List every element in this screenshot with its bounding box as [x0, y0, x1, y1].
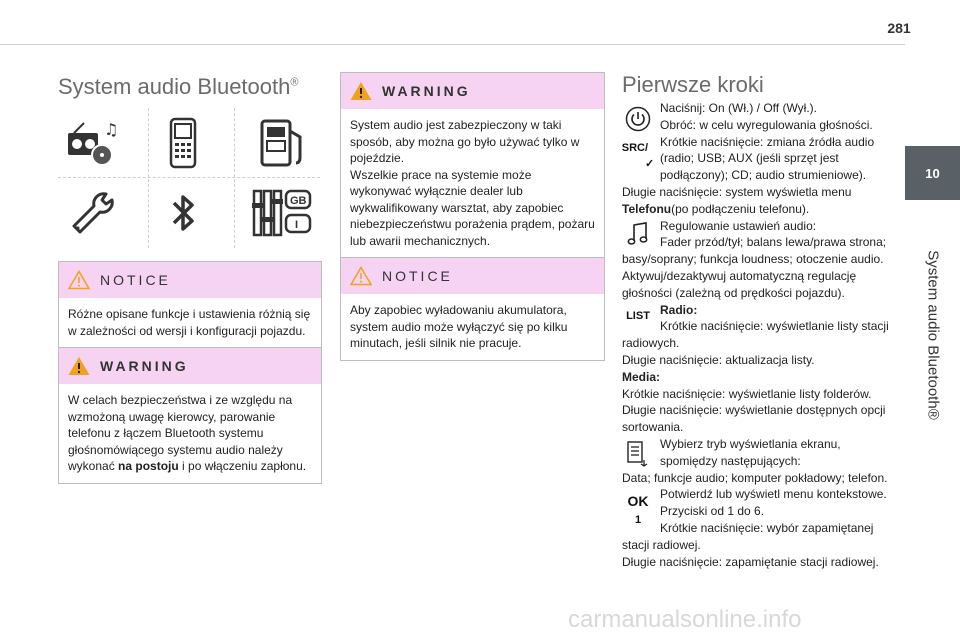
list-item: Wybierz tryb wyświetlania ekranu, spomiędzy następujących: [622, 436, 890, 470]
svg-text:I: I [295, 219, 299, 231]
chapter-tab[interactable]: 10 [905, 146, 960, 200]
src-button-icon[interactable]: SRC /✓ [621, 141, 655, 171]
warning-text: W celach bezpieczeństwa i ze względu na wzmożoną uwagę kierowcy, parowanie telefonu z łączem Bluetooth systemu głośnomówiącego systemu audio należy wykonać na postoju i po włączeniu zapłonu. [68, 393, 307, 473]
list-item: Naciśnij: On (Wł.) / Off (Wył.). Obróć: w celu wyregulowania głośności. [622, 100, 890, 134]
warning-triangle-icon [350, 81, 372, 101]
preset-button-icon[interactable]: 1 [634, 514, 642, 527]
section-title: System audio Bluetooth® [58, 74, 299, 99]
fuel-pump-icon[interactable] [248, 108, 318, 178]
warning-triangle-icon [68, 356, 90, 376]
warning-text: System audio jest zabezpieczony w taki sposób, aby można go było używać tylko w pojeździe. Wszelkie prace na systemie może wykonywać wyłącznie dealer lub wykwalifikowany warsztat, aby zapobiec niebezpieczeństwu porażenia prądem, pożaru lub awarii mechanicznych. [350, 118, 595, 248]
svg-text:GB: GB [290, 195, 307, 207]
notice-label: NOTICE [382, 268, 453, 284]
first-steps-list: Naciśnij: On (Wł.) / Off (Wył.). Obróć: w celu wyregulowania głośności. SRC /✓ Krótkie naciśnięcie: zmiana źródła audio (radio; USB; AUX (jeśli sprzęt jest podłączony); CD; audio strumieniowe). Długie naciśnięcie: system wyświetla menu Telefonu(po podłączeniu telefonu). Regulowanie ustawień audio: Fader przód/tył; balans lewa/prawa strona; basy/soprany; funkcja loudness; otoczenie audio. Aktywuj/dezaktywuj automatyczną regulację głośności (zależną od prędkości pojazdu). LIST Radio: Krótkie naciśnięcie: wyświetlanie listy stacji radiowych. Długie naciśnięcie: aktualizacja listy. Media: Krótkie naciśnięcie: wyświetlanie listy folderów. Długie naciśnięcie: wyświetlanie dostępnych opcji sortowania. Wybierz tryb wyświetlania ekranu, spomiędzy następujących: Data; funkcje audio; komputer pokładowy; telefon. OK Potwierdź lub wyświetl menu kontekstowe. 1 Przyciski od 1 do 6. Krótkie naciśnięcie: wybór zapamiętanej stacji radiowej. Długie naciśnięcie: zapamiętanie stacji radiowej. [621, 101, 889, 569]
wrench-icon[interactable] [58, 178, 128, 248]
language-switch-icon[interactable] [248, 178, 318, 248]
warning-box [58, 347, 322, 484]
warning-box [340, 72, 605, 258]
display-mode-icon[interactable] [622, 440, 654, 468]
notice-triangle-icon [350, 266, 372, 286]
icon-grid-divider [234, 108, 235, 248]
list-item: LIST Radio: Krótkie naciśnięcie: wyświetlanie listy stacji radiowych. [622, 302, 889, 351]
header-divider [0, 44, 905, 45]
section-title-first-steps: Pierwsze kroki [622, 72, 764, 97]
phone-icon[interactable] [148, 108, 218, 178]
notice-label: NOTICE [100, 272, 171, 288]
ok-button-icon[interactable]: OK [627, 493, 649, 510]
bluetooth-icon[interactable] [148, 178, 218, 248]
list-item-text: Długie naciśnięcie: system wyświetla menu Telefonu(po podłączeniu telefonu). [622, 184, 852, 216]
notice-box [58, 261, 322, 348]
notice-text: Aby zapobiec wyładowaniu akumulatora, system audio może wyłączyć się po kilku minutach, jeśli silnik nie pracuje. [350, 303, 568, 350]
page-number: 281 [887, 20, 911, 36]
list-item: Regulowanie ustawień audio: Fader przód/tył; balans lewa/prawa strona; basy/soprany; funkcja loudness; otoczenie audio. [622, 218, 887, 267]
warning-label: WARNING [382, 83, 471, 99]
notice-triangle-icon [68, 270, 90, 290]
music-note-icon[interactable] [622, 221, 654, 247]
list-item: 1 Przyciski od 1 do 6. Krótkie naciśnięcie: wybór zapamiętanej stacji radiowej. [622, 504, 874, 552]
list-button-icon[interactable]: LIST [626, 309, 650, 322]
watermark: carmanualsonline.info [568, 606, 802, 633]
list-item: OK Potwierdź lub wyświetl menu kontekstowe. [622, 486, 890, 503]
notice-text: Różne opisane funkcje i ustawienia różnią się w zależności od wersji i konfiguracji pojazdu. [68, 307, 311, 338]
svg-text:♫: ♫ [104, 120, 119, 139]
chapter-side-title: System audio Bluetooth® [924, 250, 941, 420]
radio-cd-icon[interactable] [58, 108, 128, 178]
notice-box [340, 257, 605, 361]
warning-label: WARNING [100, 358, 189, 374]
power-knob-icon[interactable] [622, 106, 654, 132]
list-item: SRC /✓ Krótkie naciśnięcie: zmiana źródła audio (radio; USB; AUX (jeśli sprzęt jest podłączony); CD; audio strumieniowe). [621, 134, 875, 183]
